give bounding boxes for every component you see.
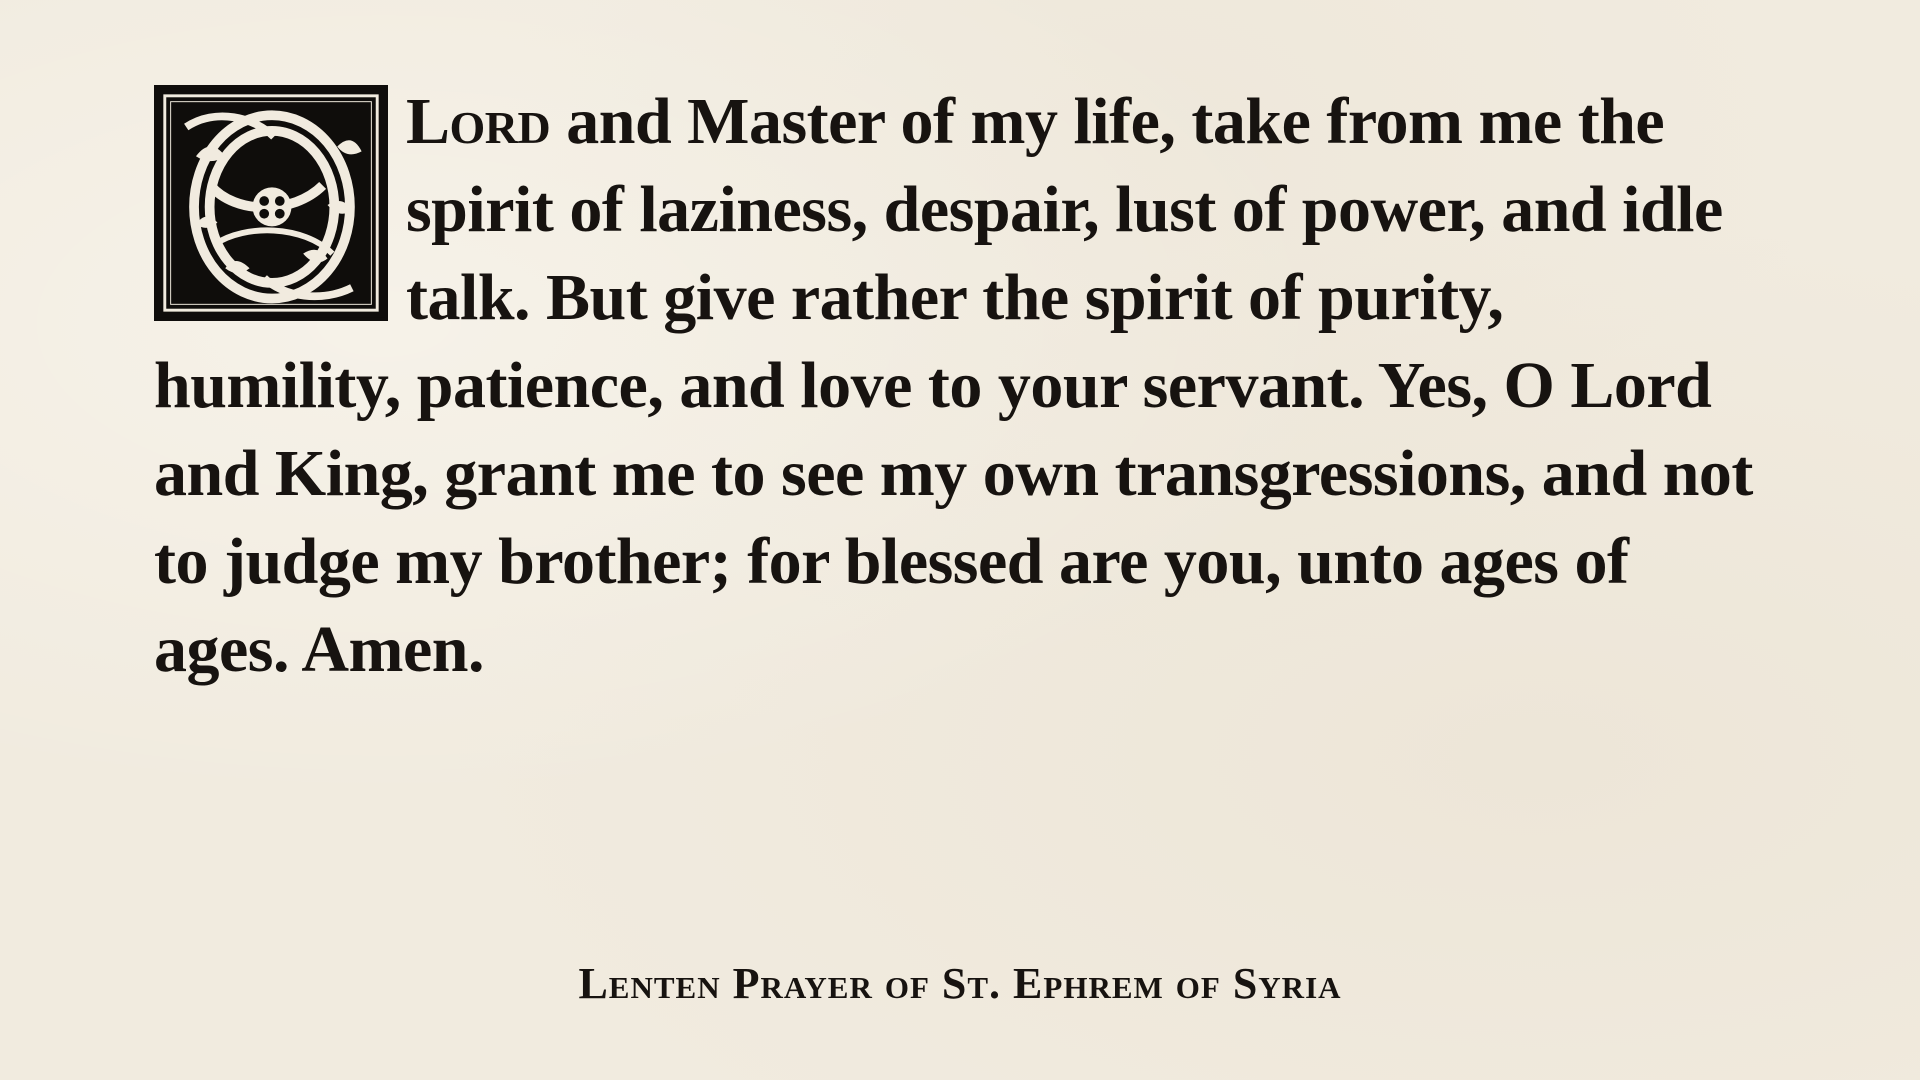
ornamental-drop-cap-icon [154,85,388,321]
prayer-text [154,78,1764,694]
prayer-body: and Master of my life, take from me the spirit of laziness, despair, lust of power, and idle talk. But give rather the spirit of purity, humility, patience, and love to your servant. Yes, O Lord and King, grant me to see my own transgressions, and not to judge my brother; for blessed are you, unto ages of ages. Amen. [154,85,1753,686]
attribution: Lenten Prayer of St. Ephrem of Syria [578,959,1342,1008]
prayer-first-word: Lord [406,85,551,158]
